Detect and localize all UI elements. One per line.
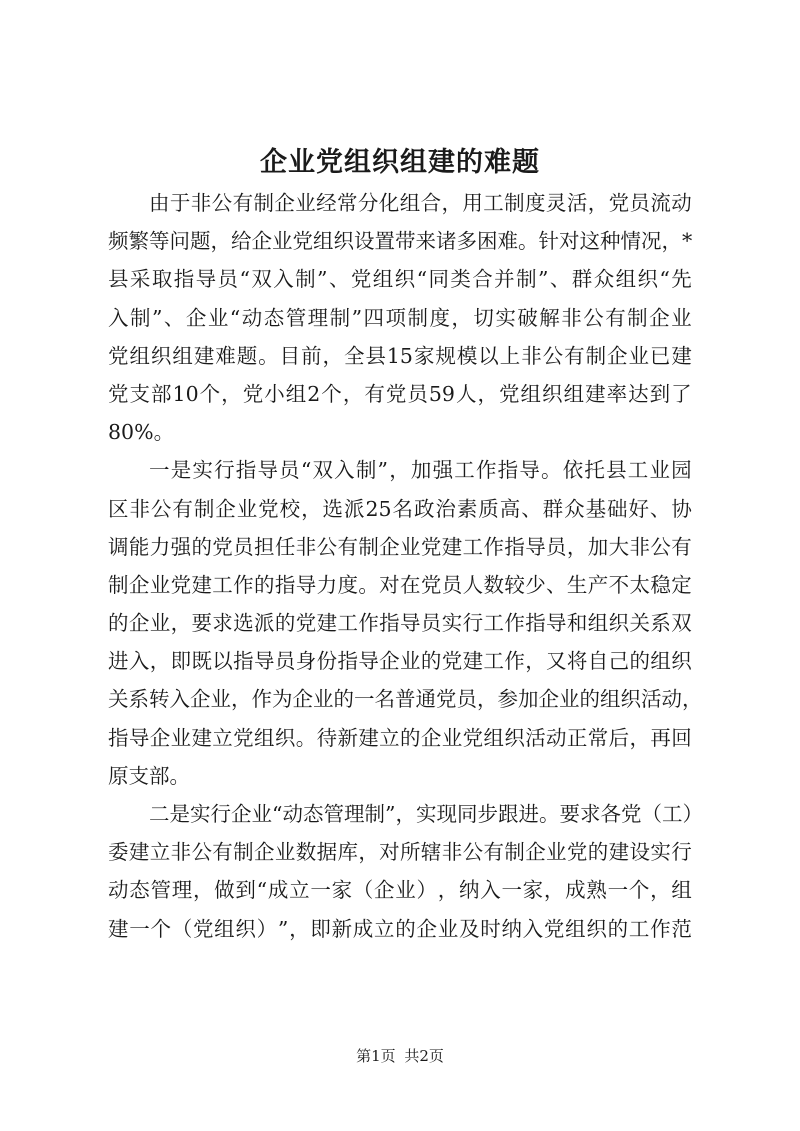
text-line: 建 一 个 （ 党 组 织 ） ” ， 即 新 成 立 的 企 业 及 时 纳 入 党 组 织 的 工 作 范 [108, 916, 692, 941]
text-line: 一 是 实 行 指 导 员 “ 双 入 制 ” ， 加 强 工 作 指 导 。 依 托 县 工 业 园 [149, 458, 692, 483]
text-line: 区 非 公 有 制 企 业 党 校 ， 选 派 25 名 政 治 素 质 高 、 群 众 基 础 好 、 协 [108, 496, 692, 521]
text-line: 关 系 转 入 企 业 ， 作 为 企 业 的 一 名 普 通 党 员 ， 参 加 企 业 的 组 织 活 动 ， [108, 687, 703, 712]
page-number: 第1页 [356, 1047, 396, 1065]
text-line: 动 态 管 理 ， 做 到 “ 成 立 一 家 （ 企 业 ） ， 纳 入 一 家 ， 成 熟 一 个 ， 组 [108, 878, 692, 903]
text-line: 频 繁 等 问 题 ， 给 企 业 党 组 织 设 置 带 来 诸 多 困 难 。 针 对 这 种 情 况 ， * [108, 229, 693, 254]
text-line: 原支部。 [108, 763, 190, 788]
text-line: 二 是 实 行 企 业 “ 动 态 管 理 制 ” ， 实 现 同 步 跟 进 。 要 求 各 党 （ 工 ） [149, 802, 703, 826]
text-line: 的 企 业 ， 要 求 选 派 的 党 建 工 作 指 导 员 实 行 工 作 指 导 和 组 织 关 系 双 [108, 611, 692, 636]
text-line: 进 入 ， 即 既 以 指 导 员 身 份 指 导 企 业 的 党 建 工 作 ， 又 将 自 己 的 组 织 [108, 649, 692, 674]
text-line: 委 建 立 非 公 有 制 企 业 数 据 库 ， 对 所 辖 非 公 有 制 企 业 党 的 建 设 实 行 [108, 840, 692, 865]
page-footer [0, 1045, 800, 1066]
page-title: 企业党组织组建的难题 [260, 147, 540, 178]
text-line: 党 支 部 10 个 ， 党 小 组 2 个 ， 有 党 员 59 人 ， 党 组 织 组 建 率 达 到 了 [108, 381, 692, 406]
text-line: 指 导 企 业 建 立 党 组 织 。 待 新 建 立 的 企 业 党 组 织 活 动 正 常 后 ， 再 回 [108, 725, 692, 750]
text-line: 由 于 非 公 有 制 企 业 经 常 分 化 组 合 ， 用 工 制 度 灵 活 ， 党 员 流 动 [149, 191, 692, 215]
page-total: 共2页 [404, 1047, 444, 1065]
text-line: 县 采 取 指 导 员 “ 双 入 制 ” 、 党 组 织 “ 同 类 合 并 制 ” 、 群 众 组 织 “ 先 [108, 267, 692, 292]
document-body [108, 184, 703, 948]
text-line: 80%。 [108, 420, 175, 445]
text-line: 制 企 业 党 建 工 作 的 指 导 力 度 。 对 在 党 员 人 数 较 少 、 生 产 不 太 稳 定 [108, 572, 692, 597]
text-line: 调 能 力 强 的 党 员 担 任 非 公 有 制 企 业 党 建 工 作 指 导 员 ， 加 大 非 公 有 [108, 534, 692, 559]
text-line: 党 组 织 组 建 难 题 。 目 前 ， 全 县 15 家 规 模 以 上 非 公 有 制 企 业 已 建 [108, 343, 692, 368]
text-line: 入 制 ” 、 企 业 “ 动 态 管 理 制 ” 四 项 制 度 ， 切 实 破 解 非 公 有 制 企 业 [108, 305, 692, 330]
